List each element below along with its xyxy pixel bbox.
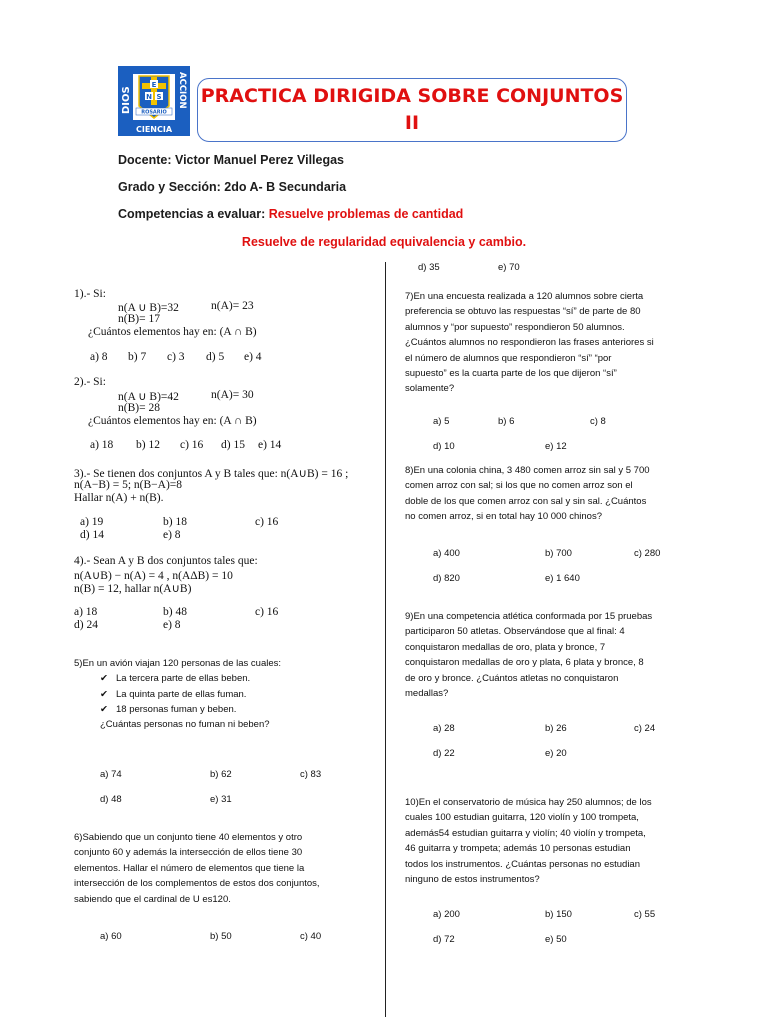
p5-opt-c: c) 83 — [300, 769, 322, 780]
p8-opt-d: d) 820 — [433, 573, 460, 584]
p3-line1: 3).- Se tienen dos conjuntos A y B tales que: n(A∪B) = 16 ; — [74, 468, 349, 480]
p9-opt-e: e) 20 — [545, 748, 567, 759]
p6-opt-e: e) 70 — [498, 262, 520, 273]
competency-1: Resuelve problemas de cantidad — [268, 207, 464, 221]
p9-opt-b: b) 26 — [545, 723, 567, 734]
p6-opt-a: a) 60 — [100, 931, 122, 942]
p4-opt-b: b) 48 — [163, 606, 187, 618]
p1-opt-a: a) 8 — [90, 351, 108, 363]
column-divider — [385, 262, 386, 1017]
competencies-label: Competencias a evaluar: — [118, 207, 266, 221]
p1-question: ¿Cuántos elementos hay en: (A ∩ B) — [88, 326, 257, 338]
competencies-line — [118, 207, 463, 221]
p4-line1: 4).- Sean A y B dos conjuntos tales que: — [74, 555, 258, 567]
checkmark-icon: ✔ — [100, 704, 108, 715]
p4-opt-a: a) 18 — [74, 606, 98, 618]
p9-opt-a: a) 28 — [433, 723, 455, 734]
p8-opt-c: c) 280 — [634, 548, 661, 559]
p10-opt-e: e) 50 — [545, 934, 567, 945]
school-logo — [118, 66, 190, 136]
p10-opt-d: d) 72 — [433, 934, 455, 945]
p4-opt-e: e) 8 — [163, 619, 181, 631]
p7-statement: 7)En una encuesta realizada a 120 alumnos sobre cierta preferencia se obtuvo las respuestas “sí” de parte de 80 alumnos y “por supuesto” respondieron 50 alumnos. ¿Cuántos alumnos no respondieron las frases anteriores si el número de alumnos que respondieron “sí” “por supuesto” es la cuarta parte de los que dijeron “sí” solamente? — [405, 291, 654, 395]
logo-band-text: ROSARIO — [141, 109, 167, 116]
p5-opt-a: a) 74 — [100, 769, 122, 780]
p8-opt-b: b) 700 — [545, 548, 572, 559]
p7-opt-d: d) 10 — [433, 441, 455, 452]
p2-opt-b: b) 12 — [136, 439, 160, 451]
p10-opt-b: b) 150 — [545, 909, 572, 920]
p5-head: 5)En un avión viajan 120 personas de las cuales: — [74, 658, 282, 669]
logo-letter-s: S — [156, 93, 162, 101]
p4-opt-c: c) 16 — [255, 606, 279, 618]
page-title-line2: II — [404, 112, 420, 134]
p2-head: 2).- Si: — [74, 376, 106, 388]
p1-opt-b: b) 7 — [128, 351, 147, 363]
logo-letter-e: E — [151, 81, 157, 89]
p3-opt-a: a) 19 — [80, 516, 104, 528]
logo-word-accion: ACCION — [177, 72, 187, 109]
p2-nAuB: n(A ∪ B)=42 — [118, 391, 179, 403]
p3-opt-d: d) 14 — [80, 529, 104, 541]
p8-statement: 8)En una colonia china, 3 480 comen arroz sin sal y 5 700 comen arroz con sal; si los que no comen arroz son el doble de los que comen arroz con sal y sin sal. ¿Cuántos no comen arroz, si en total hay 10 000 chinos? — [405, 465, 650, 523]
p6-opt-b: b) 50 — [210, 931, 232, 942]
p2-opt-c: c) 16 — [180, 439, 204, 451]
p3-opt-b: b) 18 — [163, 516, 187, 528]
p5-opt-d: d) 48 — [100, 794, 122, 805]
p2-nA: n(A)= 30 — [211, 389, 254, 401]
p5-bullet-1: ✔ La tercera parte de ellas beben. — [100, 673, 251, 684]
p3-line2: n(A−B) = 5; n(B−A)=8 — [74, 479, 183, 491]
p2-opt-e: e) 14 — [258, 439, 282, 451]
p2-opt-d: d) 15 — [221, 439, 245, 451]
title-box — [197, 78, 627, 142]
p8-opt-a: a) 400 — [433, 548, 460, 559]
logo-word-dios: DIOS — [121, 86, 132, 114]
p1-nB: n(B)= 17 — [118, 313, 160, 325]
p5-opt-b: b) 62 — [210, 769, 232, 780]
p9-opt-c: c) 24 — [634, 723, 656, 734]
p3-line3: Hallar n(A) + n(B). — [74, 492, 164, 504]
p7-opt-e: e) 12 — [545, 441, 567, 452]
grade-line: Grado y Sección: 2do A- B Secundaria — [118, 180, 347, 194]
p5-opt-e: e) 31 — [210, 794, 232, 805]
p5-question: ¿Cuántas personas no fuman ni beben? — [100, 719, 270, 730]
logo-word-ciencia: CIENCIA — [135, 125, 173, 134]
p10-opt-c: c) 55 — [634, 909, 656, 920]
p4-line3: n(B) = 12, hallar n(A∪B) — [74, 583, 192, 595]
teacher-line: Docente: Victor Manuel Perez Villegas — [118, 153, 345, 167]
p7-opt-b: b) 6 — [498, 416, 515, 427]
logo-letter-n: N — [146, 93, 152, 101]
p6-opt-c: c) 40 — [300, 931, 322, 942]
p6-opt-d: d) 35 — [418, 262, 440, 273]
p10-opt-a: a) 200 — [433, 909, 460, 920]
p3-opt-c: c) 16 — [255, 516, 279, 528]
p9-statement: 9)En una competencia atlética conformada por 15 pruebas participaron 50 atletas. Observándose que al final: 4 conquistaron medallas de oro, plata y bronce, 7 conquistaron medallas de oro y plata, 6 plata y bronce, 8 de oro y bronce. ¿Cuántos atletas no conquistaron medallas? — [405, 611, 653, 700]
page-title: PRACTICA DIRIGIDA SOBRE CONJUNTOS — [200, 85, 624, 107]
p2-question: ¿Cuántos elementos hay en: (A ∩ B) — [88, 415, 257, 427]
checkmark-icon: ✔ — [100, 673, 108, 684]
p1-head: 1).- Si: — [74, 288, 106, 300]
p4-line2: n(A∪B) − n(A) = 4 , n(AΔB) = 10 — [74, 570, 233, 582]
p1-nAuB: n(A ∪ B)=32 — [118, 302, 179, 314]
p7-opt-c: c) 8 — [590, 416, 606, 427]
p9-opt-d: d) 22 — [433, 748, 455, 759]
p4-opt-d: d) 24 — [74, 619, 98, 631]
p2-opt-a: a) 18 — [90, 439, 114, 451]
p7-opt-a: a) 5 — [433, 416, 450, 427]
p1-opt-e: e) 4 — [244, 351, 262, 363]
p3-opt-e: e) 8 — [163, 529, 181, 541]
checkmark-icon: ✔ — [100, 689, 108, 700]
p10-statement: 10)En el conservatorio de música hay 250 alumnos; de los cuales 100 estudian guitarra, 120 violín y 100 trompeta, además54 estudian guitarra y violín; 40 violín y trompeta, 46 guitarra y trompeta; además 10 personas estudian todos los instrumentos. ¿Cuántas personas no estudian ninguno de estos instrumentos? — [405, 797, 652, 886]
p2-nB: n(B)= 28 — [118, 402, 160, 414]
p5-bullet-2: ✔ La quinta parte de ellas fuman. — [100, 689, 247, 700]
p8-opt-e: e) 1 640 — [545, 573, 580, 584]
p1-opt-d: d) 5 — [206, 351, 225, 363]
p1-nA: n(A)= 23 — [211, 300, 254, 312]
p1-opt-c: c) 3 — [167, 351, 185, 363]
p5-bullet-3: ✔ 18 personas fuman y beben. — [100, 704, 237, 715]
p6-statement: 6)Sabiendo que un conjunto tiene 40 elementos y otro conjunto 60 y además la intersección de ellos tiene 30 elementos. Hallar el número de elementos que tiene la intersección de los complementos de estos dos conjuntos, sabiendo que el cardinal de U es120. — [74, 832, 320, 905]
competency-2: Resuelve de regularidad equivalencia y cambio. — [241, 235, 527, 249]
